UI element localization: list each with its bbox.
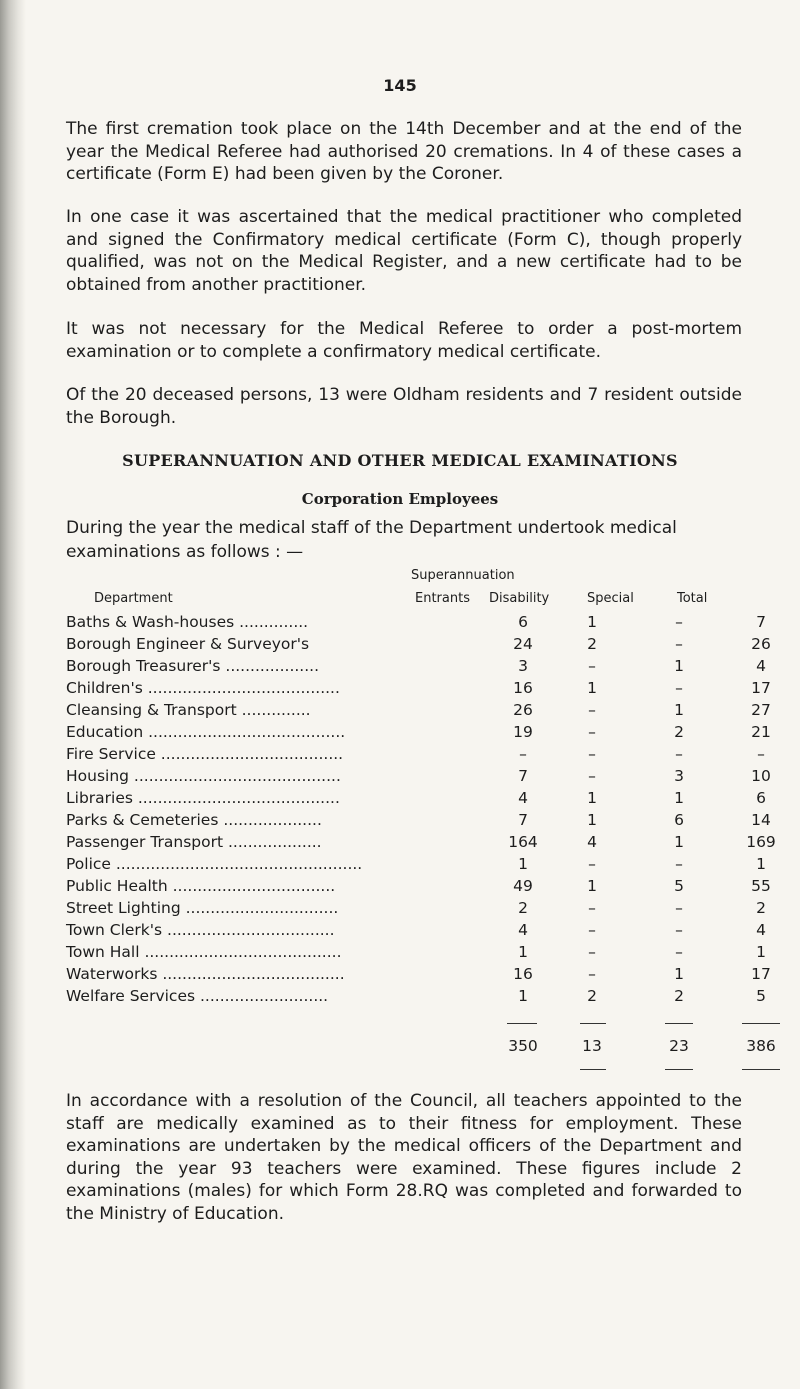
row-total: 4 — [756, 921, 766, 939]
row-disability: – — [588, 745, 596, 763]
row-department: Waterworks ..................................... — [66, 965, 345, 983]
row-department: Public Health ................................. — [66, 877, 336, 895]
row-total: 1 — [756, 855, 766, 873]
row-department: Libraries ......................................... — [66, 789, 340, 807]
row-special: – — [675, 613, 683, 631]
total-rule-disability-bottom — [580, 1069, 606, 1070]
column-header-special: Special — [587, 591, 634, 606]
row-disability: – — [588, 943, 596, 961]
row-entrants: 1 — [518, 987, 528, 1005]
paragraph-2: In one case it was ascertained that the medical practitioner who completed and signed the Confirmatory medical certificate (Form C), though properly qualified, was not on the Medical Register, and a new certificate had to be obtained from another practitioner. — [66, 207, 742, 295]
row-total: – — [757, 745, 765, 763]
row-total: 5 — [756, 987, 766, 1005]
row-disability: 2 — [587, 987, 597, 1005]
row-disability: – — [588, 701, 596, 719]
row-total: 6 — [756, 789, 766, 807]
group-header-superannuation: Superannuation — [411, 568, 515, 583]
row-department: Welfare Services .......................... — [66, 987, 329, 1005]
row-department: Fire Service ..................................... — [66, 745, 344, 763]
total-rule-disability-top — [580, 1023, 606, 1024]
total-rule-total-top — [742, 1023, 780, 1024]
row-total: 169 — [746, 833, 776, 851]
row-department: Town Hall ........................................ — [66, 943, 342, 961]
intro-paragraph: During the year the medical staff of the Department undertook medical examinations as follows : — — [66, 518, 677, 562]
column-header-total: Total — [677, 591, 708, 606]
row-department: Education ........................................ — [66, 723, 346, 741]
row-special: – — [675, 855, 683, 873]
closing-paragraph: In accordance with a resolution of the Council, all teachers appointed to the staff are medically examined as to their fitness for employment. These examinations are undertaken by the medical officers of the Department and during the year 93 teachers were examined. These figures include 2 examinations (males) for which Form 28.RQ was completed and forwarded to the Ministry of Education. — [66, 1091, 742, 1224]
table-row — [66, 635, 771, 657]
table-row — [66, 855, 766, 877]
row-special: 5 — [674, 877, 684, 895]
row-special: 1 — [674, 657, 684, 675]
row-entrants: 1 — [518, 943, 528, 961]
row-entrants: 6 — [518, 613, 528, 631]
table-row — [66, 701, 771, 723]
table-row — [66, 745, 766, 767]
row-entrants: 16 — [513, 965, 533, 983]
section-heading: SUPERANNUATION AND OTHER MEDICAL EXAMINATIONS — [122, 451, 678, 470]
column-header-entrants: Entrants — [415, 591, 470, 606]
row-entrants: 49 — [513, 877, 533, 895]
row-total: 2 — [756, 899, 766, 917]
paragraph-3: It was not necessary for the Medical Referee to order a post-mortem examination or to complete a confirmatory medical certificate. — [66, 319, 742, 362]
table-row — [66, 943, 766, 965]
row-total: 27 — [751, 701, 771, 719]
table-row — [66, 987, 766, 1009]
total-rule-total-bottom — [742, 1069, 780, 1070]
row-entrants: 26 — [513, 701, 533, 719]
table-row — [66, 613, 766, 635]
row-total: 21 — [751, 723, 771, 741]
table-row — [66, 657, 766, 679]
row-special: – — [675, 899, 683, 917]
table-row — [66, 811, 771, 833]
row-special: 6 — [674, 811, 684, 829]
row-disability: 2 — [587, 635, 597, 653]
table-row — [66, 789, 766, 811]
row-special: 1 — [674, 833, 684, 851]
table-row — [66, 899, 766, 921]
row-entrants: 24 — [513, 635, 533, 653]
row-special: – — [675, 943, 683, 961]
page-number: 145 — [383, 76, 417, 95]
column-header-disability: Disability — [489, 591, 550, 606]
row-entrants: 4 — [518, 921, 528, 939]
row-department: Children's ....................................... — [66, 679, 340, 697]
row-disability: 1 — [587, 613, 597, 631]
total-rule-entrants-top — [507, 1023, 537, 1024]
row-disability: 1 — [587, 811, 597, 829]
row-entrants: 7 — [518, 767, 528, 785]
table-row — [66, 965, 771, 987]
row-total: 17 — [751, 965, 771, 983]
row-department: Baths & Wash-houses .............. — [66, 613, 309, 631]
row-special: – — [675, 679, 683, 697]
table-row — [66, 679, 771, 701]
row-disability: 1 — [587, 789, 597, 807]
row-department: Parks & Cemeteries .................... — [66, 811, 322, 829]
table-row — [66, 833, 776, 855]
row-special: – — [675, 635, 683, 653]
total-special: 23 — [669, 1037, 689, 1055]
row-special: 1 — [674, 789, 684, 807]
row-department: Passenger Transport ................... — [66, 833, 322, 851]
row-department: Cleansing & Transport .............. — [66, 701, 311, 719]
row-entrants: 2 — [518, 899, 528, 917]
row-department: Town Clerk's .................................. — [66, 921, 335, 939]
total-entrants: 350 — [508, 1037, 538, 1055]
row-disability: 4 — [587, 833, 597, 851]
row-department: Housing .......................................... — [66, 767, 341, 785]
row-entrants: 1 — [518, 855, 528, 873]
table-row — [66, 723, 771, 745]
row-special: – — [675, 745, 683, 763]
row-disability: – — [588, 723, 596, 741]
subheading: Corporation Employees — [301, 490, 499, 508]
row-disability: – — [588, 921, 596, 939]
row-entrants: 164 — [508, 833, 538, 851]
row-special: 1 — [674, 965, 684, 983]
row-disability: 1 — [587, 679, 597, 697]
row-total: 10 — [751, 767, 771, 785]
row-disability: – — [588, 767, 596, 785]
total-disability: 13 — [582, 1037, 602, 1055]
row-total: 7 — [756, 613, 766, 631]
page-binding-edge — [0, 0, 26, 1389]
row-total: 55 — [751, 877, 771, 895]
row-total: 1 — [756, 943, 766, 961]
row-entrants: 19 — [513, 723, 533, 741]
row-disability: – — [588, 899, 596, 917]
row-disability: – — [588, 965, 596, 983]
row-total: 26 — [751, 635, 771, 653]
total-total: 386 — [746, 1037, 776, 1055]
row-entrants: 16 — [513, 679, 533, 697]
row-entrants: 3 — [518, 657, 528, 675]
row-special: 2 — [674, 987, 684, 1005]
row-total: 14 — [751, 811, 771, 829]
row-department: Borough Treasurer's ................... — [66, 657, 320, 675]
row-special: 3 — [674, 767, 684, 785]
table-row — [66, 921, 766, 943]
totals-row — [66, 1037, 776, 1059]
table-row — [66, 767, 771, 789]
row-special: – — [675, 921, 683, 939]
table-row — [66, 877, 771, 899]
row-entrants: 7 — [518, 811, 528, 829]
paragraph-4: Of the 20 deceased persons, 13 were Oldham residents and 7 resident outside the Borough. — [66, 385, 742, 428]
row-special: 2 — [674, 723, 684, 741]
row-department: Police .................................................. — [66, 855, 363, 873]
row-total: 17 — [751, 679, 771, 697]
row-disability: – — [588, 657, 596, 675]
row-special: 1 — [674, 701, 684, 719]
row-total: 4 — [756, 657, 766, 675]
paragraph-1: The first cremation took place on the 14th December and at the end of the year the Medical Referee had authorised 20 cremations. In 4 of these cases a certificate (Form E) had been given by the Coroner. — [66, 119, 742, 184]
row-entrants: – — [519, 745, 527, 763]
row-disability: 1 — [587, 877, 597, 895]
row-department: Street Lighting ............................... — [66, 899, 339, 917]
row-disability: – — [588, 855, 596, 873]
total-rule-special-bottom — [665, 1069, 693, 1070]
row-department: Borough Engineer & Surveyor's — [66, 635, 310, 653]
row-entrants: 4 — [518, 789, 528, 807]
column-header-department: Department — [94, 591, 173, 606]
total-rule-special-top — [665, 1023, 693, 1024]
